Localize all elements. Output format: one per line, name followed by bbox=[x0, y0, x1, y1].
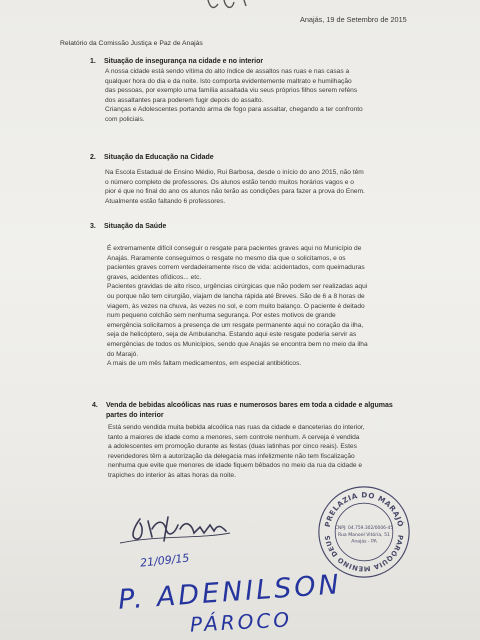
svg-text:PARÓQUIA MENINO DEUS: PARÓQUIA MENINO DEUS bbox=[323, 534, 405, 573]
section-number: 1. bbox=[90, 58, 96, 65]
body-line: pacientes graves correm verdadeiramente risco de vida: acidentados, com queimaduras bbox=[107, 264, 365, 272]
section-title: Venda de bebidas alcoólicas nas ruas e numerosos bares em toda a cidade e algumas bbox=[106, 402, 393, 409]
body-line: do Marajó. bbox=[107, 350, 139, 358]
body-line: tanto a maiores de idade como a menores, sem controle nenhum. A cerveja é vendida bbox=[108, 433, 360, 441]
section-number: 2. bbox=[90, 154, 96, 161]
body-line: Está sendo vendida muita bebida alcoólica nas ruas da cidade e danceterias do interior, bbox=[108, 424, 365, 431]
body-line: seja de helicóptero, seja de Ambulancha. Estando aqui este resgate poderia servir as bbox=[107, 331, 357, 339]
stamp-line: Rua Manoel Vitória, 51 bbox=[338, 532, 390, 538]
report-title: Relatório da Comissão Justiça e Paz de Anajás bbox=[60, 40, 203, 47]
body-line: dos assaltantes para poderem fugir depois do assalto. bbox=[105, 96, 264, 104]
body-line: nenhuma que evite que menores de idade fiquem bêbados no meio da rua da cidade e bbox=[108, 462, 363, 470]
body-line: Crianças e Adolescentes portando arma de fogo para assaltar, chegando a ter confronto bbox=[105, 106, 363, 114]
body-line: qualquer hora do dia e da noite. Isto comporta evidentemente maltrato e humilhação bbox=[105, 77, 352, 85]
body-line: das pessoas, por exemplo uma família assaltada viu seus próprios filhos serem reféns bbox=[105, 87, 358, 95]
section-title-cont: partes do interior bbox=[106, 412, 164, 419]
body-line: o número completo de professores. Os alunos estão tendo muitos horários vagos e o bbox=[105, 178, 354, 186]
handwritten-name: P. ADENILSON bbox=[117, 569, 343, 616]
body-line: com policiais. bbox=[105, 115, 145, 123]
section-3-body bbox=[107, 244, 368, 369]
section-number: 4. bbox=[92, 402, 98, 409]
top-ink-scribble bbox=[200, 0, 260, 14]
body-line: Pacientes gravidas de alto risco, urgências cirúrgicas que não podem ser realizadas aqui bbox=[107, 283, 368, 291]
body-line: Anajás. Raramente conseguimos o resgate no mesmo dia que o solicitamos, e os bbox=[107, 254, 346, 262]
body-line: Na Escola Estadual de Ensino Médio, Rui Barbosa, desde o início do ano 2015, não têm bbox=[105, 169, 364, 176]
body-line: emergência solicitamos a presença de um resgate permanente aqui no coração da ilha, bbox=[107, 321, 364, 329]
handwritten-date: 21/09/15 bbox=[139, 551, 190, 570]
body-line: viagem, às vezes na chuva, às vezes no sol, e com muito balanço. O paciente é deitado bbox=[107, 302, 365, 310]
document-date: Anajás, 19 de Setembro de 2015 bbox=[300, 15, 407, 24]
body-line: A nossa cidade está sendo vítima do alto índice de assaltos nas ruas e nas casas a bbox=[105, 68, 350, 75]
body-line: graves, acidentes ofídicos... etc. bbox=[107, 273, 202, 281]
body-line: revendedores têm a autorização da delegacia mas infelizmente não tem fiscalização bbox=[108, 452, 355, 460]
section-title: Situação de insegurança na cidade e no interior bbox=[104, 58, 264, 65]
body-line: A mais de um mês faltam medicamentos, em especial antibióticos. bbox=[107, 360, 302, 368]
section-title: Situação da Educação na Cidade bbox=[104, 154, 214, 161]
section-title: Situação da Saúde bbox=[104, 223, 167, 230]
section-1-body bbox=[105, 67, 363, 125]
body-line: ou porque não tem cirurgião, viajam de lancha rápida até Breves. São de 6 a 8 horas de bbox=[107, 292, 365, 300]
stamp-line: Anajás - PA bbox=[351, 539, 377, 545]
body-line: emergências de todos os Municípios, sendo que Anajás se encontra bem no meio da ilha bbox=[107, 340, 368, 348]
section-2-body bbox=[105, 168, 365, 206]
body-line: pior é que no final do ano os alunos não terão as condições para fazer a prova do Enem. bbox=[105, 188, 365, 196]
body-line: num pequeno colchão sem nenhuma segurança. Por estes motivos de grande bbox=[107, 312, 336, 320]
body-line: Atualmente estão faltando 6 professores. bbox=[105, 197, 226, 205]
svg-text:PRELAZIA DO MARAJÓ: PRELAZIA DO MARAJÓ bbox=[322, 490, 406, 528]
section-number: 3. bbox=[90, 223, 96, 230]
body-line: a adolescentes em promoção durante as festas (duas latinhas por cinco reais). Estes bbox=[108, 443, 357, 451]
body-line: É extremamente difícil conseguir o resgate para pacientes graves aqui no Município de bbox=[107, 245, 362, 252]
body-line: trapiches do interior às altas horas da noite. bbox=[108, 471, 236, 479]
stamp-line: CNPJ: 04.759.302/0006-45 bbox=[334, 526, 394, 532]
handwritten-role: PÁROCO bbox=[189, 607, 293, 637]
section-4-body bbox=[108, 423, 365, 481]
